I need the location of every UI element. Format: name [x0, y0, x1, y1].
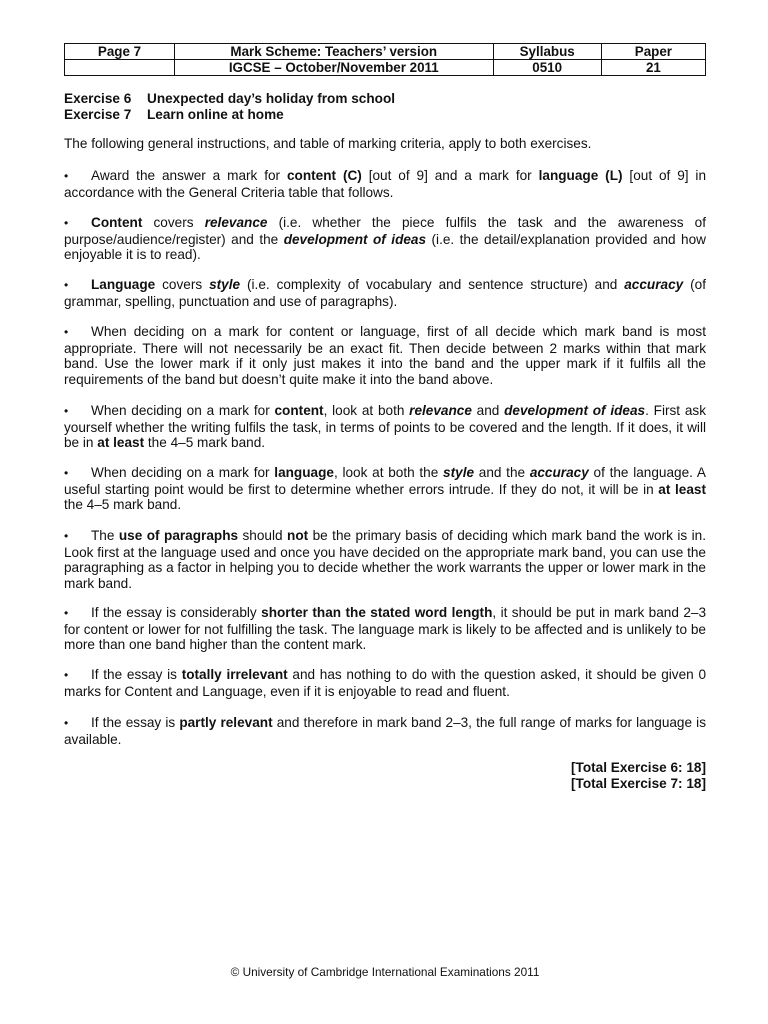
- copyright-footer: © University of Cambridge International Examinations 2011: [230, 965, 540, 979]
- bullet-mark-band: •When deciding on a mark for content or language, first of all decide which mark band is most appropriate. There will not necessarily be an exact fit. Then decide between 2 marks within that mark band. Use the lower mark if it only just makes it into the band and the upper mark if it fulfils all the requirements of the band but doesn’t quite make it into the band above.: [64, 324, 706, 387]
- exercise-heading: [64, 107, 395, 123]
- exercise-title: Unexpected day’s holiday from school: [147, 91, 396, 106]
- exercise-number: Exercise 7: [64, 106, 132, 122]
- bullet-shorter-essay: •If the essay is considerably shorter than the stated word length, it should be put in mark band 2–3 for content or lower for not fulfilling the task. The language mark is likely to be affected and is unlikely to be more than one band higher than the content mark.: [64, 605, 706, 653]
- total-exercise-7: [Total Exercise 7: 18]: [571, 776, 706, 791]
- bullet-icon: [64, 667, 91, 684]
- syllabus-code: 0510: [493, 60, 601, 76]
- bullet-icon: [64, 277, 91, 294]
- bullet-content-mark: •When deciding on a mark for content, look at both relevance and development of ideas. First ask yourself whether the writing fulfils the task, in terms of points to be covered and the length. If it does, it will be in at least the 4–5 mark band.: [64, 403, 706, 451]
- exercise-number: Exercise 6: [64, 91, 132, 106]
- exercise-title: Learn online at home: [147, 106, 284, 122]
- bullet-content: •Content covers relevance (i.e. whether the piece fulfils the task and the awareness of purpose/audience/register) and the development of ideas (i.e. the detail/explanation provided and how enjoyable it is to read).: [64, 215, 706, 263]
- bullet-irrelevant: •If the essay is totally irrelevant and has nothing to do with the question asked, it should be given 0 marks for Content and Language, even if it is enjoyable to read and fluent.: [64, 667, 706, 699]
- syllabus-label: Syllabus: [493, 44, 601, 60]
- intro-paragraph: The following general instructions, and table of marking criteria, apply to both exercises.: [64, 136, 592, 151]
- bullet-icon: [64, 168, 91, 185]
- total-exercise-6: [Total Exercise 6: 18]: [571, 760, 706, 775]
- paper-number: 21: [601, 60, 705, 76]
- bullet-award-mark: •Award the answer a mark for content (C) [out of 9] and a mark for language (L) [out of 9] in accordance with the General Criteria table that follows.: [64, 168, 706, 200]
- page-number: Page 7: [65, 44, 175, 60]
- bullet-icon: [64, 528, 91, 545]
- bullet-icon: [64, 465, 91, 482]
- document-title: Mark Scheme: Teachers’ version: [175, 44, 493, 60]
- bullet-icon: [64, 715, 91, 732]
- paper-label: Paper: [601, 44, 705, 60]
- exercise-totals: [571, 760, 706, 792]
- bullet-paragraphs: •The use of paragraphs should not be the primary basis of deciding which mark band the work is in. Look first at the language used and once you have decided on the appropriate mark band, you can use the paragraphing as a factor in helping you to decide whether the work warrants the upper or lower mark in the mark band.: [64, 528, 706, 591]
- bullet-icon: [64, 324, 91, 341]
- empty-cell: [65, 60, 175, 76]
- exercise-headings: [64, 91, 395, 122]
- exercise-heading: [64, 91, 395, 107]
- header-table: [64, 43, 706, 76]
- document-subtitle: IGCSE – October/November 2011: [175, 60, 493, 76]
- bullet-language: •Language covers style (i.e. complexity of vocabulary and sentence structure) and accuracy (of grammar, spelling, punctuation and use of paragraphs).: [64, 277, 706, 309]
- bullet-language-mark: •When deciding on a mark for language, look at both the style and the accuracy of the language. A useful starting point would be first to determine whether errors intrude. If they do not, it will be in at least the 4–5 mark band.: [64, 465, 706, 513]
- bullet-partly-relevant: •If the essay is partly relevant and therefore in mark band 2–3, the full range of marks for language is available.: [64, 715, 706, 747]
- bullet-icon: [64, 403, 91, 420]
- bullet-icon: [64, 605, 91, 622]
- bullet-icon: [64, 215, 91, 232]
